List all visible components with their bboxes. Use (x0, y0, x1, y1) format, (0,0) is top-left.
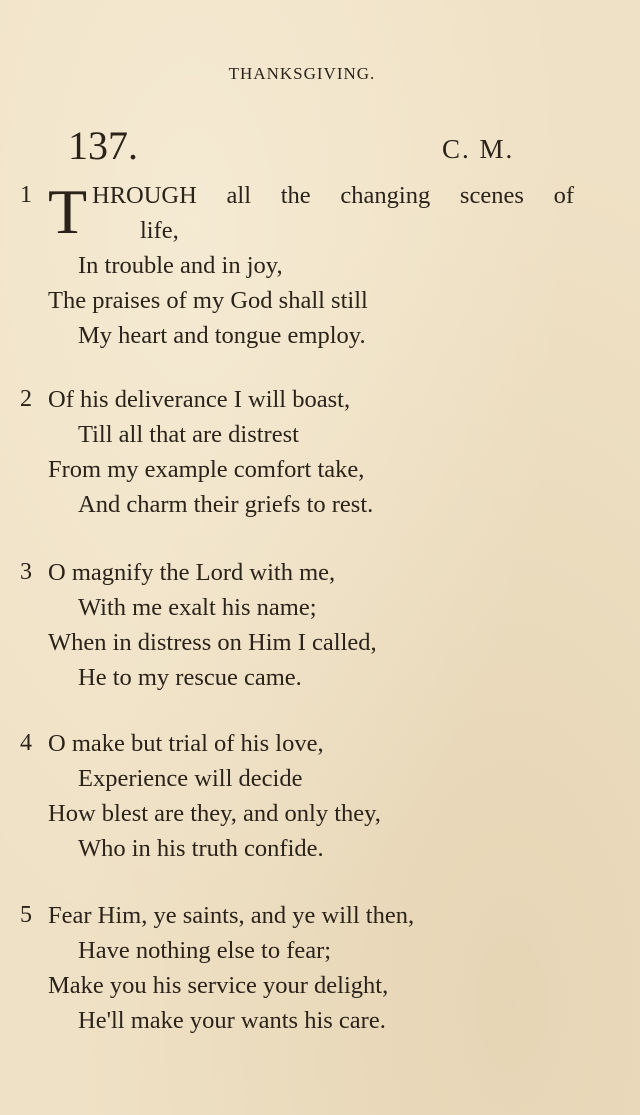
stanza-line: My heart and tongue employ. (78, 322, 366, 349)
stanza-line: life, (140, 217, 179, 244)
stanza-line: Fear Him, ye saints, and ye will then, (48, 902, 415, 929)
running-head: THANKSGIVING. (228, 64, 376, 83)
stanza-line: HROUGH all the changing scenes of (92, 182, 574, 209)
stanza-line: Experience will decide (78, 765, 303, 792)
hymn-number: 137. (68, 123, 138, 168)
first-line (48, 178, 574, 248)
stanza-line: In trouble and in joy, (78, 252, 283, 279)
stanza-line: O make but trial of his love, (48, 730, 324, 757)
stanza-line: From my example comfort take, (48, 456, 365, 483)
stanza-line: And charm their griefs to rest. (78, 491, 374, 518)
verse-number: 3 (20, 559, 32, 585)
stanza-line: Make you his service your delight, (48, 972, 389, 999)
stanza-line: He'll make your wants his care. (78, 1007, 386, 1034)
stanza-line: When in distress on Him I called, (48, 629, 377, 656)
stanza-line: With me exalt his name; (78, 594, 317, 621)
stanza-line: How blest are they, and only they, (48, 800, 381, 827)
stanza-line: Of his deliverance I will boast, (48, 386, 351, 413)
stanza-line: Till all that are distrest (78, 421, 299, 448)
stanza-line: Who in his truth confide. (78, 835, 324, 862)
verse-number: 5 (20, 902, 32, 928)
stanza-line: He to my rescue came. (78, 664, 302, 691)
drop-cap: T (48, 176, 88, 247)
stanza-line: O magnify the Lord with me, (48, 559, 336, 586)
verse-number: 2 (20, 386, 32, 412)
verse-number: 1 (20, 182, 32, 208)
hymn-meter: C. M. (442, 134, 515, 164)
stanza-line: The praises of my God shall still (48, 287, 368, 314)
stanza-line: Have nothing else to fear; (78, 937, 332, 964)
verse-number: 4 (20, 730, 32, 756)
